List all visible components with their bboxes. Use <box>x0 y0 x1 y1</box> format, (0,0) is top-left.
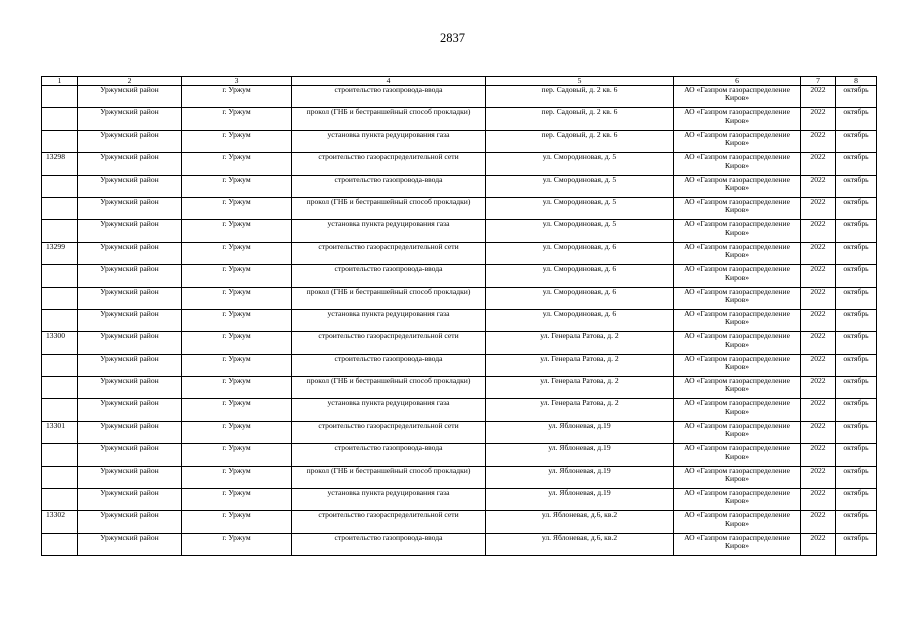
work-type-cell: строительство газораспределительной сети <box>292 242 486 264</box>
table-row <box>42 197 877 219</box>
organization-cell: АО «Газпром газораспределение Киров» <box>674 242 801 264</box>
year-cell: 2022 <box>801 108 836 130</box>
work-type-cell: установка пункта редуцирования газа <box>292 489 486 511</box>
organization-cell: АО «Газпром газораспределение Киров» <box>674 86 801 108</box>
table-row <box>42 309 877 331</box>
district-cell: Уржумский район <box>78 354 182 376</box>
entry-number <box>42 287 78 309</box>
district-cell: Уржумский район <box>78 220 182 242</box>
year-cell: 2022 <box>801 265 836 287</box>
table-row <box>42 175 877 197</box>
address-cell: ул. Смородиновая, д. 5 <box>486 220 674 242</box>
address-cell: ул. Генерала Ратова, д. 2 <box>486 332 674 354</box>
entry-number <box>42 197 78 219</box>
city-cell: г. Уржум <box>182 108 292 130</box>
table-row <box>42 265 877 287</box>
year-cell: 2022 <box>801 86 836 108</box>
organization-cell: АО «Газпром газораспределение Киров» <box>674 332 801 354</box>
month-cell: октябрь <box>836 242 877 264</box>
month-cell: октябрь <box>836 108 877 130</box>
register-table <box>41 76 877 556</box>
organization-cell: АО «Газпром газораспределение Киров» <box>674 421 801 443</box>
table-row <box>42 377 877 399</box>
year-cell: 2022 <box>801 153 836 175</box>
table-row <box>42 489 877 511</box>
entry-number <box>42 533 78 555</box>
column-header: 6 <box>674 77 801 86</box>
organization-cell: АО «Газпром газораспределение Киров» <box>674 220 801 242</box>
city-cell: г. Уржум <box>182 153 292 175</box>
table-row <box>42 354 877 376</box>
column-header: 3 <box>182 77 292 86</box>
entry-number <box>42 130 78 152</box>
table-row <box>42 466 877 488</box>
work-type-cell: строительство газопровода-ввода <box>292 354 486 376</box>
organization-cell: АО «Газпром газораспределение Киров» <box>674 444 801 466</box>
district-cell: Уржумский район <box>78 421 182 443</box>
address-cell: пер. Садовый, д. 2 кв. 6 <box>486 130 674 152</box>
organization-cell: АО «Газпром газораспределение Киров» <box>674 377 801 399</box>
district-cell: Уржумский район <box>78 108 182 130</box>
entry-number <box>42 354 78 376</box>
district-cell: Уржумский район <box>78 332 182 354</box>
work-type-cell: строительство газопровода-ввода <box>292 175 486 197</box>
entry-number <box>42 220 78 242</box>
city-cell: г. Уржум <box>182 197 292 219</box>
organization-cell: АО «Газпром газораспределение Киров» <box>674 399 801 421</box>
month-cell: октябрь <box>836 130 877 152</box>
city-cell: г. Уржум <box>182 242 292 264</box>
year-cell: 2022 <box>801 399 836 421</box>
column-header: 2 <box>78 77 182 86</box>
city-cell: г. Уржум <box>182 533 292 555</box>
year-cell: 2022 <box>801 197 836 219</box>
city-cell: г. Уржум <box>182 444 292 466</box>
entry-number <box>42 108 78 130</box>
city-cell: г. Уржум <box>182 354 292 376</box>
year-cell: 2022 <box>801 421 836 443</box>
organization-cell: АО «Газпром газораспределение Киров» <box>674 309 801 331</box>
month-cell: октябрь <box>836 153 877 175</box>
year-cell: 2022 <box>801 220 836 242</box>
district-cell: Уржумский район <box>78 265 182 287</box>
table-row <box>42 533 877 555</box>
organization-cell: АО «Газпром газораспределение Киров» <box>674 108 801 130</box>
table-row <box>42 130 877 152</box>
address-cell: ул. Яблоневая, д.6, кв.2 <box>486 511 674 533</box>
district-cell: Уржумский район <box>78 444 182 466</box>
table-row <box>42 86 877 108</box>
address-cell: ул. Яблоневая, д.19 <box>486 444 674 466</box>
entry-number <box>42 309 78 331</box>
city-cell: г. Уржум <box>182 466 292 488</box>
year-cell: 2022 <box>801 175 836 197</box>
work-type-cell: строительство газопровода-ввода <box>292 265 486 287</box>
entry-number <box>42 466 78 488</box>
city-cell: г. Уржум <box>182 86 292 108</box>
table-row <box>42 242 877 264</box>
district-cell: Уржумский район <box>78 309 182 331</box>
address-cell: ул. Яблоневая, д.19 <box>486 466 674 488</box>
district-cell: Уржумский район <box>78 197 182 219</box>
work-type-cell: прокол (ГНБ и бестраншейный способ прокладки) <box>292 108 486 130</box>
entry-number: 13301 <box>42 421 78 443</box>
city-cell: г. Уржум <box>182 332 292 354</box>
address-cell: ул. Яблоневая, д.19 <box>486 489 674 511</box>
organization-cell: АО «Газпром газораспределение Киров» <box>674 287 801 309</box>
month-cell: октябрь <box>836 220 877 242</box>
city-cell: г. Уржум <box>182 421 292 443</box>
work-type-cell: строительство газопровода-ввода <box>292 533 486 555</box>
district-cell: Уржумский район <box>78 287 182 309</box>
month-cell: октябрь <box>836 197 877 219</box>
district-cell: Уржумский район <box>78 511 182 533</box>
work-type-cell: строительство газораспределительной сети <box>292 153 486 175</box>
table-row <box>42 108 877 130</box>
city-cell: г. Уржум <box>182 511 292 533</box>
entry-number: 13298 <box>42 153 78 175</box>
year-cell: 2022 <box>801 377 836 399</box>
entry-number: 13300 <box>42 332 78 354</box>
table-row <box>42 153 877 175</box>
address-cell: ул. Генерала Ратова, д. 2 <box>486 399 674 421</box>
work-type-cell: установка пункта редуцирования газа <box>292 399 486 421</box>
year-cell: 2022 <box>801 444 836 466</box>
work-type-cell: прокол (ГНБ и бестраншейный способ прокладки) <box>292 466 486 488</box>
city-cell: г. Уржум <box>182 265 292 287</box>
work-type-cell: строительство газораспределительной сети <box>292 511 486 533</box>
entry-number <box>42 377 78 399</box>
work-type-cell: установка пункта редуцирования газа <box>292 220 486 242</box>
organization-cell: АО «Газпром газораспределение Киров» <box>674 175 801 197</box>
district-cell: Уржумский район <box>78 175 182 197</box>
month-cell: октябрь <box>836 533 877 555</box>
table-row <box>42 332 877 354</box>
year-cell: 2022 <box>801 511 836 533</box>
year-cell: 2022 <box>801 466 836 488</box>
entry-number <box>42 399 78 421</box>
district-cell: Уржумский район <box>78 533 182 555</box>
work-type-cell: установка пункта редуцирования газа <box>292 309 486 331</box>
work-type-cell: строительство газораспределительной сети <box>292 421 486 443</box>
entry-number <box>42 175 78 197</box>
year-cell: 2022 <box>801 242 836 264</box>
address-cell: ул. Смородиновая, д. 6 <box>486 287 674 309</box>
table-row <box>42 287 877 309</box>
address-cell: пер. Садовый, д. 2 кв. 6 <box>486 108 674 130</box>
city-cell: г. Уржум <box>182 287 292 309</box>
month-cell: октябрь <box>836 421 877 443</box>
organization-cell: АО «Газпром газораспределение Киров» <box>674 197 801 219</box>
page-number: 2837 <box>440 31 465 45</box>
district-cell: Уржумский район <box>78 130 182 152</box>
month-cell: октябрь <box>836 332 877 354</box>
column-header: 1 <box>42 77 78 86</box>
work-type-cell: прокол (ГНБ и бестраншейный способ прокладки) <box>292 377 486 399</box>
table-row <box>42 421 877 443</box>
organization-cell: АО «Газпром газораспределение Киров» <box>674 466 801 488</box>
address-cell: ул. Яблоневая, д.6, кв.2 <box>486 533 674 555</box>
district-cell: Уржумский район <box>78 466 182 488</box>
work-type-cell: строительство газопровода-ввода <box>292 444 486 466</box>
district-cell: Уржумский район <box>78 377 182 399</box>
month-cell: октябрь <box>836 444 877 466</box>
city-cell: г. Уржум <box>182 220 292 242</box>
work-type-cell: прокол (ГНБ и бестраншейный способ прокладки) <box>292 287 486 309</box>
district-cell: Уржумский район <box>78 399 182 421</box>
year-cell: 2022 <box>801 287 836 309</box>
work-type-cell: установка пункта редуцирования газа <box>292 130 486 152</box>
year-cell: 2022 <box>801 354 836 376</box>
month-cell: октябрь <box>836 466 877 488</box>
address-cell: ул. Яблоневая, д.19 <box>486 421 674 443</box>
year-cell: 2022 <box>801 309 836 331</box>
organization-cell: АО «Газпром газораспределение Киров» <box>674 489 801 511</box>
entry-number: 13299 <box>42 242 78 264</box>
entry-number <box>42 265 78 287</box>
header-row <box>42 77 877 86</box>
address-cell: ул. Смородиновая, д. 6 <box>486 309 674 331</box>
month-cell: октябрь <box>836 86 877 108</box>
organization-cell: АО «Газпром газораспределение Киров» <box>674 354 801 376</box>
entry-number <box>42 86 78 108</box>
address-cell: ул. Смородиновая, д. 5 <box>486 153 674 175</box>
column-header: 8 <box>836 77 877 86</box>
address-cell: ул. Смородиновая, д. 5 <box>486 175 674 197</box>
column-header: 4 <box>292 77 486 86</box>
entry-number <box>42 444 78 466</box>
work-type-cell: строительство газораспределительной сети <box>292 332 486 354</box>
table-row <box>42 511 877 533</box>
column-header: 7 <box>801 77 836 86</box>
work-type-cell: строительство газопровода-ввода <box>292 86 486 108</box>
table-row <box>42 399 877 421</box>
address-cell: ул. Смородиновая, д. 5 <box>486 197 674 219</box>
city-cell: г. Уржум <box>182 489 292 511</box>
organization-cell: АО «Газпром газораспределение Киров» <box>674 153 801 175</box>
address-cell: ул. Генерала Ратова, д. 2 <box>486 377 674 399</box>
address-cell: ул. Генерала Ратова, д. 2 <box>486 354 674 376</box>
work-type-cell: прокол (ГНБ и бестраншейный способ прокладки) <box>292 197 486 219</box>
organization-cell: АО «Газпром газораспределение Киров» <box>674 265 801 287</box>
organization-cell: АО «Газпром газораспределение Киров» <box>674 511 801 533</box>
month-cell: октябрь <box>836 175 877 197</box>
month-cell: октябрь <box>836 377 877 399</box>
city-cell: г. Уржум <box>182 130 292 152</box>
address-cell: ул. Смородиновая, д. 6 <box>486 242 674 264</box>
year-cell: 2022 <box>801 130 836 152</box>
district-cell: Уржумский район <box>78 489 182 511</box>
month-cell: октябрь <box>836 399 877 421</box>
address-cell: ул. Смородиновая, д. 6 <box>486 265 674 287</box>
city-cell: г. Уржум <box>182 399 292 421</box>
district-cell: Уржумский район <box>78 153 182 175</box>
month-cell: октябрь <box>836 354 877 376</box>
organization-cell: АО «Газпром газораспределение Киров» <box>674 130 801 152</box>
table-row <box>42 444 877 466</box>
year-cell: 2022 <box>801 489 836 511</box>
month-cell: октябрь <box>836 489 877 511</box>
entry-number <box>42 489 78 511</box>
month-cell: октябрь <box>836 287 877 309</box>
address-cell: пер. Садовый, д. 2 кв. 6 <box>486 86 674 108</box>
district-cell: Уржумский район <box>78 242 182 264</box>
district-cell: Уржумский район <box>78 86 182 108</box>
table-row <box>42 220 877 242</box>
year-cell: 2022 <box>801 332 836 354</box>
month-cell: октябрь <box>836 309 877 331</box>
year-cell: 2022 <box>801 533 836 555</box>
city-cell: г. Уржум <box>182 175 292 197</box>
organization-cell: АО «Газпром газораспределение Киров» <box>674 533 801 555</box>
entry-number: 13302 <box>42 511 78 533</box>
column-header: 5 <box>486 77 674 86</box>
month-cell: октябрь <box>836 265 877 287</box>
city-cell: г. Уржум <box>182 309 292 331</box>
city-cell: г. Уржум <box>182 377 292 399</box>
month-cell: октябрь <box>836 511 877 533</box>
